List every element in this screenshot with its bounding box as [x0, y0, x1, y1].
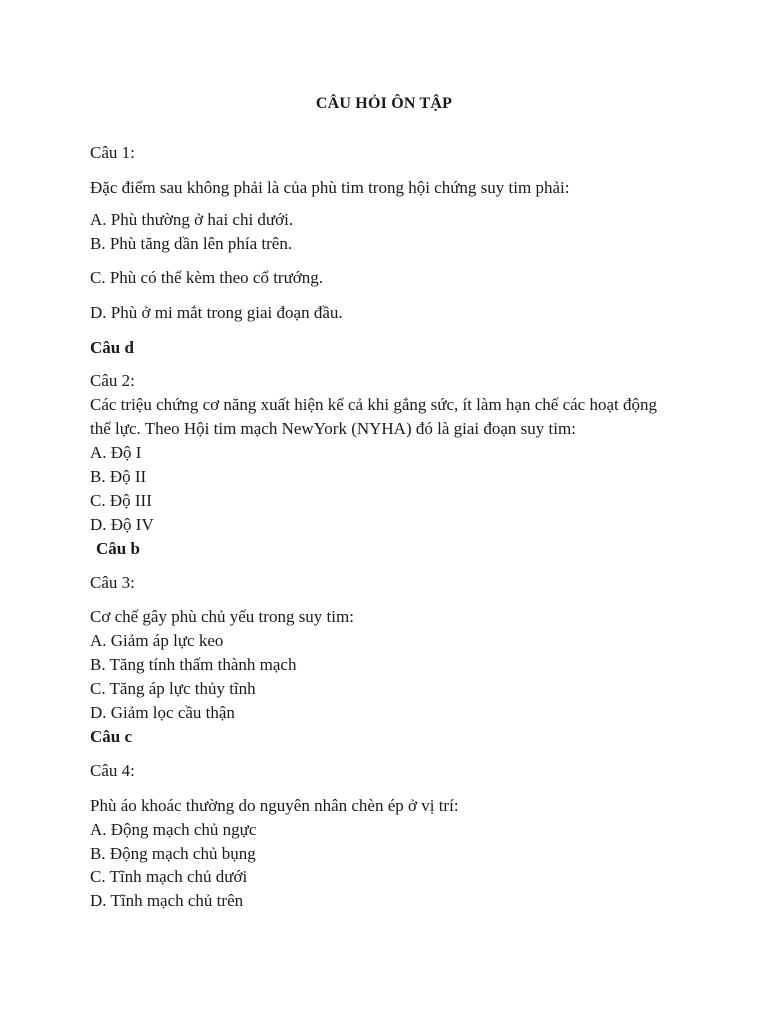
- question-1-label: Câu 1:: [90, 143, 135, 162]
- question-4-label: Câu 4:: [90, 761, 135, 780]
- question-4-option-b: B. Động mạch chủ bụng: [90, 844, 256, 863]
- question-1-option-b: B. Phù tăng dần lên phía trên.: [90, 234, 293, 253]
- question-3-label: Câu 3:: [90, 573, 135, 592]
- question-2-stem-line-1: Các triệu chứng cơ năng xuất hiện kể cả khi gắng sức, ít làm hạn chế các hoạt động: [90, 395, 657, 414]
- question-3-option-b: B. Tăng tính thấm thành mạch: [90, 655, 297, 674]
- question-2-option-d: D. Độ IV: [90, 515, 154, 534]
- question-2-option-a: A. Độ I: [90, 443, 142, 462]
- question-3-option-d: D. Giảm lọc cầu thận: [90, 703, 235, 722]
- question-2-option-c: C. Độ III: [90, 491, 152, 510]
- question-3-option-c: C. Tăng áp lực thủy tĩnh: [90, 679, 256, 698]
- question-3-answer: Câu c: [90, 727, 133, 746]
- document-title: CÂU HỎI ÔN TẬP: [315, 95, 453, 112]
- question-2-label: Câu 2:: [90, 371, 135, 390]
- question-1-option-a: A. Phù thường ở hai chi dưới.: [90, 210, 294, 229]
- question-2-answer: Câu b: [96, 539, 140, 558]
- question-3-stem: Cơ chế gây phù chủ yếu trong suy tim:: [90, 607, 354, 626]
- question-3-option-a: A. Giảm áp lực keo: [90, 631, 224, 650]
- question-1-option-c: C. Phù có thể kèm theo cổ trướng.: [90, 268, 324, 287]
- question-4-stem: Phù áo khoác thường do nguyên nhân chèn ép ở vị trí:: [90, 796, 459, 815]
- question-1-stem: Đặc điểm sau không phải là của phù tim trong hội chứng suy tim phải:: [90, 178, 570, 197]
- question-4-option-c: C. Tĩnh mạch chủ dưới: [90, 867, 248, 886]
- question-4-option-d: D. Tĩnh mạch chủ trên: [90, 891, 244, 910]
- question-1-option-d: D. Phù ở mi mắt trong giai đoạn đầu.: [90, 303, 343, 322]
- question-2-option-b: B. Độ II: [90, 467, 147, 486]
- question-2-stem-line-2: thể lực. Theo Hội tim mạch NewYork (NYHA) đó là giai đoạn suy tim:: [90, 419, 576, 438]
- question-1-answer: Câu d: [90, 338, 134, 357]
- question-4-option-a: A. Động mạch chủ ngực: [90, 820, 257, 839]
